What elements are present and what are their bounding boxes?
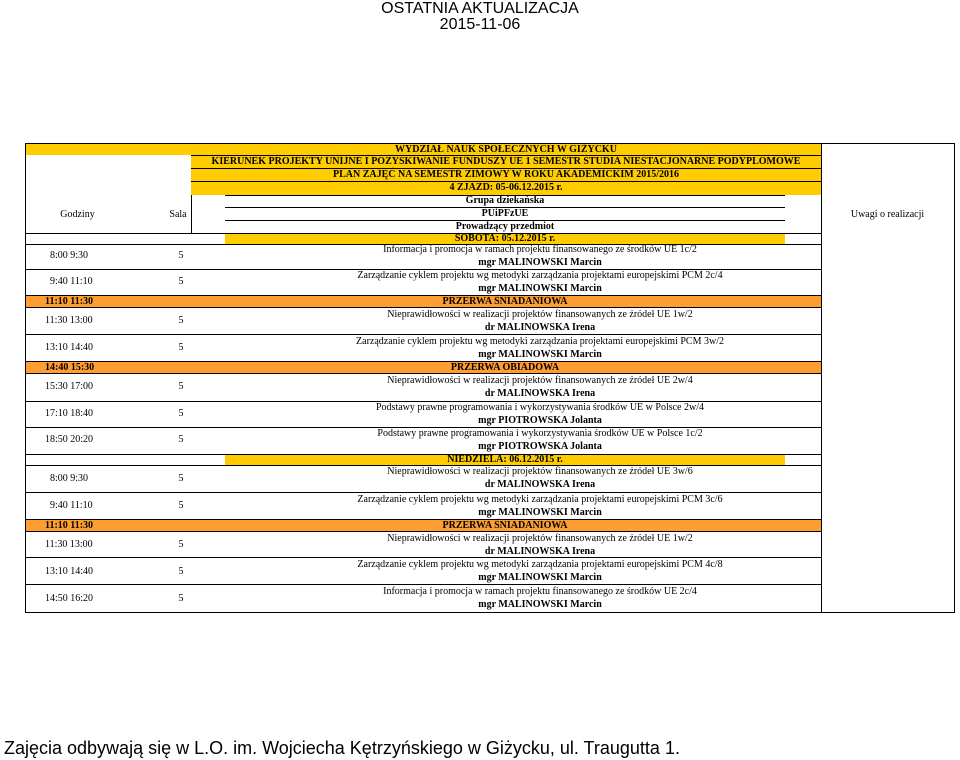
row-lecturer: mgr MALINOWSKI Marcin [478,257,602,268]
col-hours-header: Godziny [60,209,95,220]
day-label-sunday: NIEDZIELA: 06.12.2015 r. [447,454,563,465]
row-time: 13:10 14:40 [45,342,94,353]
row-room: 5 [178,500,184,511]
row-time: 11:30 13:00 [45,315,93,326]
row-lecturer: dr MALINOWSKA Irena [484,479,596,490]
row-subject: Informacja i promocja w ramach projektu finansowanego ze środków UE 1c/2 [383,244,697,255]
table-row [285,374,795,400]
row-room: 5 [178,381,184,392]
row-subject: Nieprawidłowości w realizacji projektów finansowanych ze źródeł UE 1w/2 [387,533,693,544]
row-subject: Zarządzanie cyklem projektu wg metodyki zarządzania projektami europejskimi PCM 3w/2 [356,336,724,347]
table-row [285,493,795,519]
row-room: 5 [178,539,184,550]
table-row [285,558,795,584]
session-title: 4 ZJAZD: 05-06.12.2015 r. [449,182,563,193]
table-row [285,427,795,453]
row-subject: Zarządzanie cyklem projektu wg metodyki zarządzania projektami europejskimi PCM 3c/6 [357,494,723,505]
table-row [285,308,795,334]
group-label: Grupa dziekańska [465,195,545,206]
plan-title: PLAN ZAJĘĆ NA SEMESTR ZIMOWY W ROKU AKADEMICKIM 2015/2016 [333,169,679,180]
row-time: 14:40 15:30 [45,362,95,373]
page-title: OSTATNIA AKTUALIZACJA [381,0,579,17]
row-subject: Zarządzanie cyklem projektu wg metodyki zarządzania projektami europejskimi PCM 2c/4 [357,270,723,281]
row-subject: Podstawy prawne programowania i wykorzystywania środków UE w Polsce 2w/4 [376,402,704,413]
day-label-saturday: SOBOTA: 05.12.2015 r. [454,233,556,244]
programme-title: KIERUNEK PROJEKTY UNIJNE I POZYSKIWANIE FUNDUSZY UE 1 SEMESTR STUDIA NIESTACJONARNE PODYPLOMOWE [211,156,801,167]
row-lecturer: mgr PIOTROWSKA Jolanta [478,441,602,452]
row-room: 5 [178,566,184,577]
group-name: PUiPFzUE [481,208,529,219]
row-room: 5 [178,408,184,419]
row-lecturer: dr MALINOWSKA Irena [484,546,596,557]
row-time: 11:30 13:00 [45,539,93,550]
schedule-table [25,143,955,613]
row-lecturer: mgr MALINOWSKI Marcin [478,283,602,294]
row-room: 5 [178,276,184,287]
row-lecturer: mgr MALINOWSKI Marcin [478,599,602,610]
row-time: 13:10 14:40 [45,566,94,577]
row-lecturer: mgr MALINOWSKI Marcin [478,349,602,360]
row-time: 18:50 20:20 [45,434,94,445]
row-lecturer: mgr MALINOWSKI Marcin [478,572,602,583]
table-row [285,269,795,295]
row-subject: Zarządzanie cyklem projektu wg metodyki zarządzania projektami europejskimi PCM 4c/8 [357,559,723,570]
faculty-title: WYDZIAŁ NAUK SPOŁECZNYCH W GIŻYCKU [395,144,617,155]
row-lecturer: mgr MALINOWSKI Marcin [478,507,602,518]
row-time: 9:40 11:10 [50,500,93,511]
row-room: 5 [178,434,184,445]
row-subject: Nieprawidłowości w realizacji projektów finansowanych ze źródeł UE 3w/6 [387,466,693,477]
row-room: 5 [178,342,184,353]
row-time: 17:10 18:40 [45,408,94,419]
col-notes-header: Uwagi o realizacji [850,209,925,220]
table-row [285,401,795,427]
table-row [285,532,795,558]
row-lecturer: mgr PIOTROWSKA Jolanta [478,415,602,426]
row-room: 5 [178,593,184,604]
row-subject: Informacja i promocja w ramach projektu finansowanego ze środków UE 2c/4 [383,586,697,597]
table-row [285,335,795,361]
row-lecturer: dr MALINOWSKA Irena [484,322,596,333]
row-time: 8:00 9:30 [50,250,89,261]
row-subject: Nieprawidłowości w realizacji projektów finansowanych ze źródeł UE 1w/2 [387,309,693,320]
update-date: 2015-11-06 [439,16,521,33]
col-room-header: Sala [169,209,187,220]
row-room: 5 [178,315,184,326]
row-time: 15:30 17:00 [45,381,94,392]
break-label: PRZERWA OBIADOWA [450,362,560,373]
row-lecturer: dr MALINOWSKA Irena [484,388,596,399]
row-time: 9:40 11:10 [50,276,93,287]
table-row [285,585,795,611]
break-label: PRZERWA ŚNIADANIOWA [442,296,568,307]
table-row [285,243,795,269]
row-subject: Podstawy prawne programowania i wykorzystywania środków UE w Polsce 1c/2 [377,428,703,439]
row-room: 5 [178,473,184,484]
row-room: 5 [178,250,184,261]
row-time: 8:00 9:30 [50,473,89,484]
row-subject: Nieprawidłowości w realizacji projektów finansowanych ze źródeł UE 2w/4 [387,375,693,386]
row-time: 11:10 11:30 [45,296,94,307]
lecturer-label: Prowadzący przedmiot [455,221,555,232]
row-time: 14:50 16:20 [45,593,94,604]
venue-footer: Zajęcia odbywają się w L.O. im. Wojciecha Kętrzyńskiego w Giżycku, ul. Traugutta 1. [4,738,680,758]
row-time: 11:10 11:30 [45,520,94,531]
table-row [285,465,795,491]
break-label: PRZERWA ŚNIADANIOWA [442,520,568,531]
